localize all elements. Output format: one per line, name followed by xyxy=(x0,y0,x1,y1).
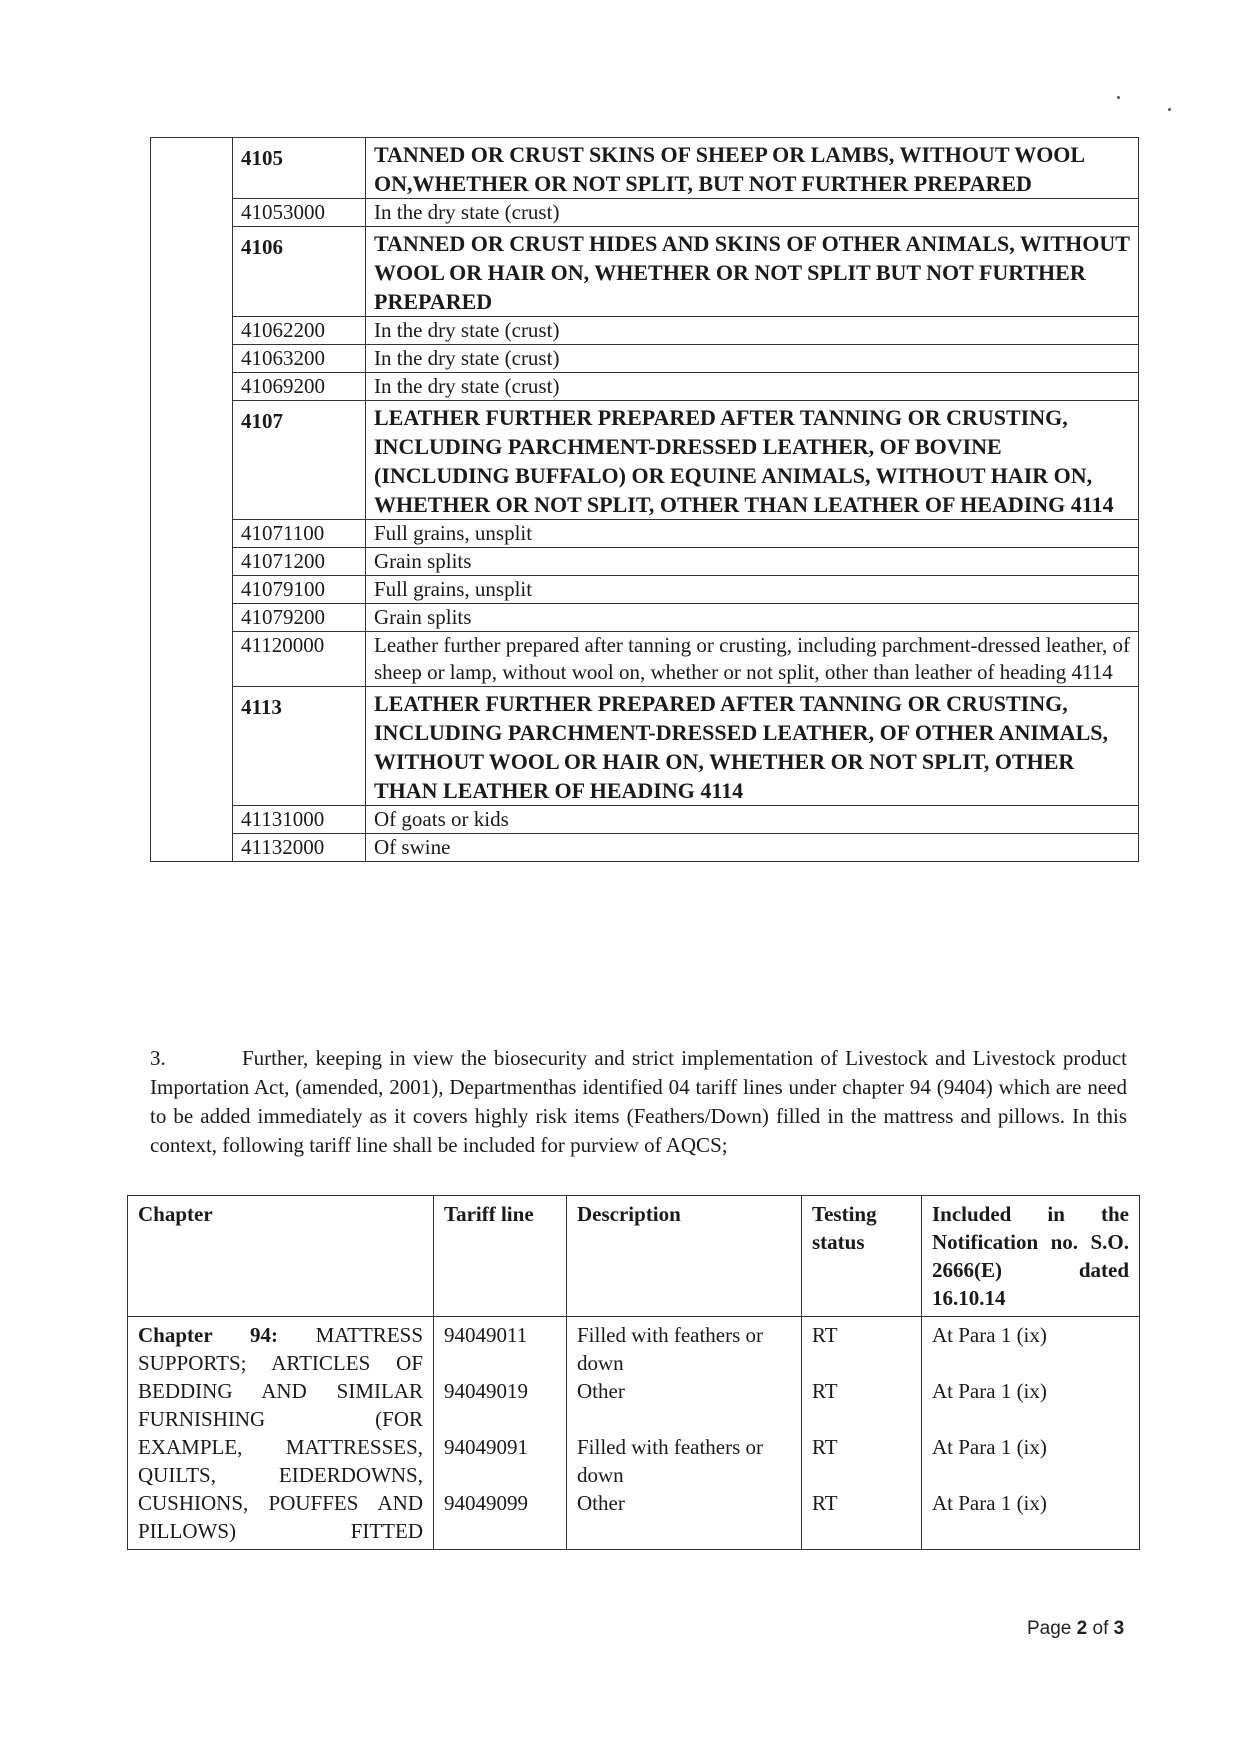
tariff-description: Grain splits xyxy=(366,548,1139,576)
chapter-cell xyxy=(128,1317,434,1550)
blank-column xyxy=(151,138,233,862)
tariff-line-value: 94049099 xyxy=(444,1491,528,1515)
tariff-line-cell xyxy=(434,1317,567,1550)
tariff-description: Leather further prepared after tanning or crusting, including parchment-dressed leather, of sheep or lamp, without wool on, whether or not split, other than leather of heading 4114 xyxy=(366,632,1139,687)
of-label: of xyxy=(1092,1618,1109,1639)
tariff-code: 4107 xyxy=(233,401,366,520)
subheading-row xyxy=(151,632,1139,687)
scan-speck xyxy=(1168,108,1171,111)
included-value: At Para 1 (ix) xyxy=(932,1491,1047,1515)
tariff-description: TANNED OR CRUST HIDES AND SKINS OF OTHER ANIMALS, WITHOUT WOOL OR HAIR ON, WHETHER OR NOT SPLIT BUT NOT FURTHER PREPARED xyxy=(366,227,1139,317)
tariff-code: 41131000 xyxy=(233,806,366,834)
header-tariff-line: Tariff line xyxy=(434,1196,567,1317)
tariff-table xyxy=(150,137,1139,862)
subheading-row xyxy=(151,199,1139,227)
page-label: Page xyxy=(1027,1618,1072,1639)
tariff-description: Grain splits xyxy=(366,604,1139,632)
tariff-line-value: 94049011 xyxy=(444,1323,528,1347)
scan-speck xyxy=(1117,96,1120,99)
testing-status-value: RT xyxy=(812,1379,838,1403)
chapter-label: Chapter 94: xyxy=(138,1323,278,1347)
subheading-row xyxy=(151,548,1139,576)
subheading-row xyxy=(151,806,1139,834)
heading-row xyxy=(151,227,1139,317)
header-description: Description xyxy=(567,1196,802,1317)
testing-status-value: RT xyxy=(812,1435,838,1459)
current-page: 2 xyxy=(1076,1618,1088,1639)
subheading-row xyxy=(151,520,1139,548)
tariff-description: In the dry state (crust) xyxy=(366,345,1139,373)
heading-row xyxy=(151,687,1139,806)
tariff-code: 41071100 xyxy=(233,520,366,548)
tariff-description: LEATHER FURTHER PREPARED AFTER TANNING OR CRUSTING, INCLUDING PARCHMENT-DRESSED LEATHER, OF BOVINE (INCLUDING BUFFALO) OR EQUINE ANIMALS, WITHOUT HAIR ON, WHETHER OR NOT SPLIT, OTHER THAN LEATHER OF HEADING 4114 xyxy=(366,401,1139,520)
chapter-row xyxy=(128,1317,1140,1550)
subheading-row xyxy=(151,345,1139,373)
tariff-code: 4105 xyxy=(233,138,366,199)
tariff-description: Of swine xyxy=(366,834,1139,862)
chapter-text: MATTRESS SUPPORTS; ARTICLES OF BEDDING AND SIMILAR FURNISHING (FOR EXAMPLE, MATTRESSES, QUILTS, EIDERDOWNS, CUSHIONS, POUFFES AND PILLOWS) FITTED xyxy=(138,1323,423,1543)
paragraph-3 xyxy=(150,1044,1127,1160)
heading-row xyxy=(151,401,1139,520)
tariff-line-value: 94049091 xyxy=(444,1435,528,1459)
tariff-code: 4113 xyxy=(233,687,366,806)
testing-status-cell xyxy=(802,1317,922,1550)
tariff-code: 41079100 xyxy=(233,576,366,604)
description-value: Filled with feathers or down xyxy=(577,1323,764,1375)
tariff-description: Of goats or kids xyxy=(366,806,1139,834)
description-value: Filled with feathers or down xyxy=(577,1435,764,1487)
tariff-code: 41053000 xyxy=(233,199,366,227)
tariff-line-value: 94049019 xyxy=(444,1379,528,1403)
subheading-row xyxy=(151,373,1139,401)
tariff-code: 41071200 xyxy=(233,548,366,576)
header-included: Included in the Notification no. S.O. 2666(E) dated 16.10.14 xyxy=(922,1196,1140,1317)
tariff-description: TANNED OR CRUST SKINS OF SHEEP OR LAMBS, WITHOUT WOOL ON,WHETHER OR NOT SPLIT, BUT NOT FURTHER PREPARED xyxy=(366,138,1139,199)
tariff-description: In the dry state (crust) xyxy=(366,199,1139,227)
heading-row xyxy=(151,138,1139,199)
testing-status-value: RT xyxy=(812,1491,838,1515)
header-row xyxy=(128,1196,1140,1317)
tariff-code: 41063200 xyxy=(233,345,366,373)
subheading-row xyxy=(151,834,1139,862)
tariff-description: Full grains, unsplit xyxy=(366,576,1139,604)
tariff-code: 41079200 xyxy=(233,604,366,632)
total-pages: 3 xyxy=(1113,1618,1125,1639)
subheading-row xyxy=(151,604,1139,632)
chapter-94-table xyxy=(127,1195,1140,1550)
description-value: Other xyxy=(577,1379,625,1403)
subheading-row xyxy=(151,576,1139,604)
tariff-code: 41120000 xyxy=(233,632,366,687)
tariff-code: 4106 xyxy=(233,227,366,317)
description-cell xyxy=(567,1317,802,1550)
header-testing-status: Testing status xyxy=(802,1196,922,1317)
tariff-code: 41062200 xyxy=(233,317,366,345)
tariff-code: 41069200 xyxy=(233,373,366,401)
header-chapter: Chapter xyxy=(128,1196,434,1317)
page-footer xyxy=(1027,1618,1124,1640)
tariff-code: 41132000 xyxy=(233,834,366,862)
tariff-description: LEATHER FURTHER PREPARED AFTER TANNING OR CRUSTING, INCLUDING PARCHMENT-DRESSED LEATHER, OF OTHER ANIMALS, WITHOUT WOOL OR HAIR ON, WHETHER OR NOT SPLIT, OTHER THAN LEATHER OF HEADING 4114 xyxy=(366,687,1139,806)
paragraph-number: 3. xyxy=(150,1046,166,1070)
description-value: Other xyxy=(577,1491,625,1515)
paragraph-text: Further, keeping in view the biosecurity and strict implementation of Livestock and Livestock product Importation Act, (amended, 2001), Departmenthas identified 04 tariff lines under chapter 94 (9404) which are need to be added immediately as it covers highly risk items (Feathers/Down) filled in the mattress and pillows. In this context, following tariff line shall be included for purview of AQCS; xyxy=(150,1046,1127,1157)
included-cell xyxy=(922,1317,1140,1550)
tariff-description: Full grains, unsplit xyxy=(366,520,1139,548)
included-value: At Para 1 (ix) xyxy=(932,1323,1047,1347)
tariff-description: In the dry state (crust) xyxy=(366,317,1139,345)
subheading-row xyxy=(151,317,1139,345)
testing-status-value: RT xyxy=(812,1323,838,1347)
tariff-description: In the dry state (crust) xyxy=(366,373,1139,401)
included-value: At Para 1 (ix) xyxy=(932,1435,1047,1459)
included-value: At Para 1 (ix) xyxy=(932,1379,1047,1403)
